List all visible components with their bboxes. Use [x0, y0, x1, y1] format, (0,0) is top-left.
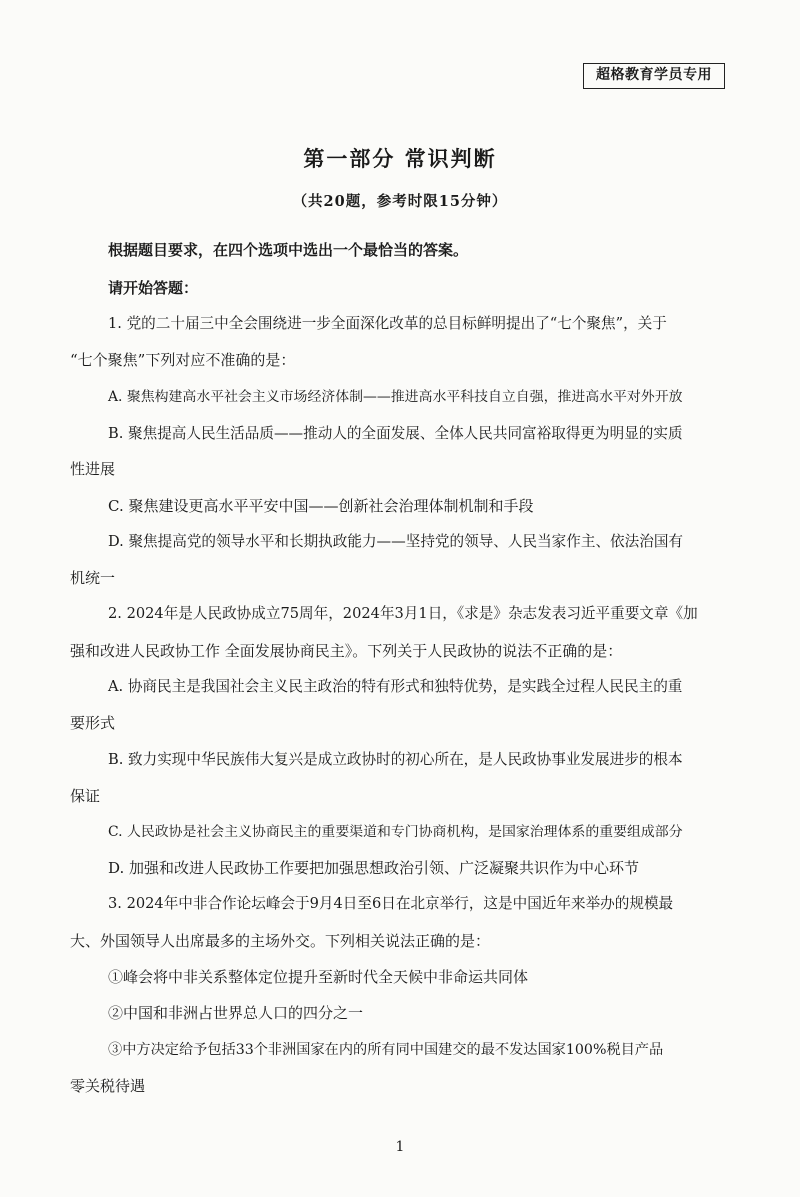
q1-option-d-line1: D. 聚焦提高党的领导水平和长期执政能力——坚持党的领导、人民当家作主、依法治国有: [108, 533, 684, 550]
q3-statement-2: ②中国和非洲占世界总人口的四分之一: [108, 1004, 364, 1022]
q3-statement-1: ①峰会将中非关系整体定位提升至新时代全天候中非命运共同体: [108, 968, 529, 986]
q2-option-b-line2: 保证: [70, 787, 101, 805]
student-only-stamp: 超格教育学员专用: [583, 63, 725, 89]
q1-stem-line2: “七个聚焦”下列对应不准确的是：: [70, 351, 296, 369]
q2-option-a-line2: 要形式: [70, 714, 116, 732]
start-prompt: 请开始答题：: [108, 279, 199, 297]
q3-stem-line2: 大、外国领导人出席最多的主场外交。下列相关说法正确的是：: [70, 932, 491, 950]
q1-stem-line1: 1. 党的二十届三中全会围绕进一步全面深化改革的总目标鲜明提出了“七个聚焦”，关于: [108, 315, 667, 332]
q2-stem-line1: 2. 2024年是人民政协成立75周年，2024年3月1日，《求是》杂志发表习近平重要文章《加: [108, 605, 698, 622]
q3-stem-line1: 3. 2024年中非合作论坛峰会于9月4日至6日在北京举行，这是中国近年来举办的规模最: [108, 895, 674, 912]
instruction-text: 根据题目要求，在四个选项中选出一个最恰当的答案。: [108, 241, 469, 259]
q1-option-b-line1: B. 聚焦提高人民生活品质——推动人的全面发展、全体人民共同富裕取得更为明显的实质: [108, 425, 683, 442]
q1-option-b-line2: 性进展: [70, 460, 116, 478]
q2-option-a-line1: A. 协商民主是我国社会主义民主政治的特有形式和独特优势，是实践全过程人民民主的重: [108, 678, 683, 695]
section-title: 第一部分 常识判断: [303, 147, 497, 171]
q2-option-d: D. 加强和改进人民政协工作要把加强思想政治引领、广泛凝聚共识作为中心环节: [108, 859, 640, 877]
q2-stem-line2: 强和改进人民政协工作 全面发展协商民主》。下列关于人民政协的说法不正确的是：: [70, 642, 623, 660]
q3-statement-3-line2: 零关税待遇: [70, 1077, 146, 1095]
q3-statement-3-line1: ③中方决定给予包括33个非洲国家在内的所有同中国建交的最不发达国家100%税目产品: [108, 1042, 664, 1058]
section-subtitle: （共20题，参考时限15分钟）: [292, 193, 508, 210]
q2-option-b-line1: B. 致力实现中华民族伟大复兴是成立政协时的初心所在，是人民政协事业发展进步的根本: [108, 751, 683, 768]
q1-option-c: C. 聚焦建设更高水平平安中国——创新社会治理体制机制和手段: [108, 497, 534, 515]
q2-option-c: C. 人民政协是社会主义协商民主的重要渠道和专门协商机构，是国家治理体系的重要组成部分: [108, 824, 683, 840]
page-number: 1: [395, 1139, 405, 1155]
q1-option-a: A. 聚焦构建高水平社会主义市场经济体制——推进高水平科技自立自强，推进高水平对外开放: [108, 389, 683, 405]
q1-option-d-line2: 机统一: [70, 569, 116, 587]
